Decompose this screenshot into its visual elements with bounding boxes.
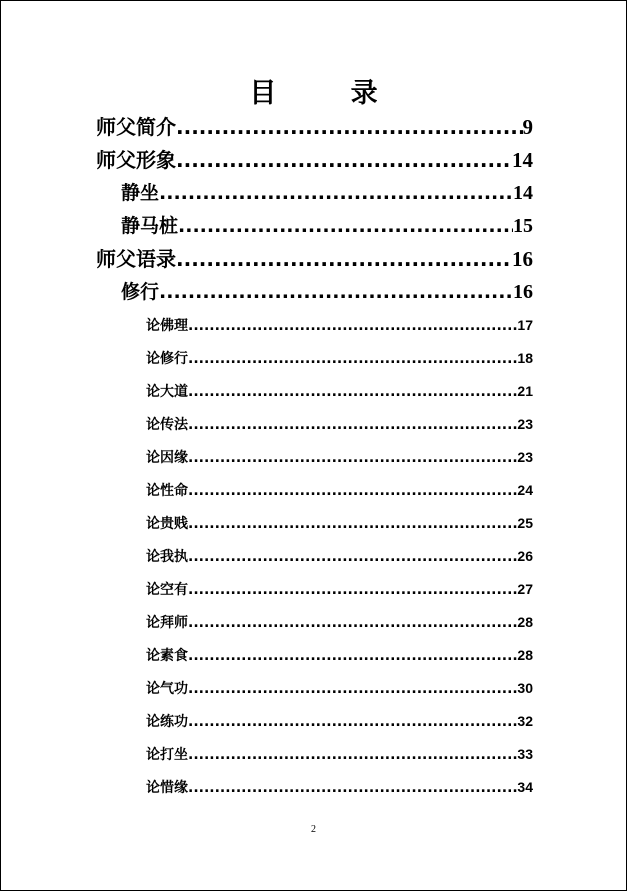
toc-entry[interactable] [146,606,533,640]
toc-entry-label: 师父语录 [96,247,176,271]
toc-entry-label: 论拜师 [146,615,188,631]
toc-entry[interactable] [146,507,533,541]
dot-leader [188,343,517,376]
dot-leader [188,607,517,640]
dot-leader [176,243,512,276]
toc-entry-label: 论打坐 [146,747,188,763]
toc-entry-page: 28 [517,614,533,630]
toc-entry-page: 14 [512,148,533,172]
toc-entry[interactable] [146,639,533,673]
dot-leader [159,177,513,210]
toc-entry[interactable] [146,540,533,574]
toc-entry[interactable] [96,111,533,144]
dot-leader [188,739,517,772]
toc-entry-page: 27 [517,581,533,597]
toc-entry-label: 师父简介 [96,115,176,139]
dot-leader [188,640,517,673]
dot-leader [178,210,513,243]
toc-entry-label: 论空有 [146,582,188,598]
toc-entry-label: 论惜缘 [146,780,188,796]
toc-entry[interactable] [121,210,533,243]
toc-entry[interactable] [146,342,533,376]
toc-entry-page: 24 [517,482,533,498]
dot-leader [188,409,517,442]
dot-leader [188,772,517,805]
dot-leader [188,376,517,409]
toc-entry[interactable] [121,276,533,309]
toc-entry-page: 28 [517,647,533,663]
toc-entry-label: 论传法 [146,417,188,433]
dot-leader [188,541,517,574]
toc-entry-page: 15 [513,215,533,237]
toc-entry-page: 16 [512,247,533,271]
toc-entry-label: 论修行 [146,351,188,367]
toc-entry-page: 21 [517,383,533,399]
toc-entry-page: 17 [517,317,533,333]
toc-entry-page: 9 [522,115,533,139]
toc-entry-page: 30 [517,680,533,696]
toc-entry[interactable] [96,243,533,276]
toc-entry-label: 静坐 [121,182,160,204]
toc-entry-page: 26 [517,548,533,564]
toc-entry-page: 23 [517,416,533,432]
toc-entry[interactable] [121,177,533,210]
toc-entry-label: 论气功 [146,681,188,697]
toc-entry-page: 16 [513,281,533,303]
toc-entry[interactable] [146,309,533,343]
toc-entry-page: 33 [517,746,533,762]
toc-entry-label: 论因缘 [146,450,188,466]
toc-entry[interactable] [146,441,533,475]
toc-entry[interactable] [146,771,533,805]
toc-title: 目 录 [249,78,410,109]
toc-entry[interactable] [146,375,533,409]
dot-leader [188,508,517,541]
toc-entry-page: 25 [517,515,533,531]
toc-entry[interactable] [146,672,533,706]
toc-entry-label: 论练功 [146,714,188,730]
dot-leader [188,442,517,475]
toc-entry-label: 修行 [121,281,160,303]
toc-entry-label: 论贵贱 [146,516,188,532]
toc-entry-label: 静马桩 [121,215,179,237]
toc-entry-label: 论我执 [146,549,188,565]
dot-leader [188,706,517,739]
toc-entry-page: 23 [517,449,533,465]
toc-entry[interactable] [146,705,533,739]
toc-entry[interactable] [146,474,533,508]
toc-entry-page: 18 [517,350,533,366]
toc-entry-page: 34 [517,779,533,795]
dot-leader [176,144,512,177]
dot-leader [188,673,517,706]
toc-entry[interactable] [96,144,533,177]
toc-entry-page: 32 [517,713,533,729]
dot-leader [188,475,517,508]
dot-leader [188,310,517,343]
dot-leader [188,574,517,607]
toc-entry-label: 师父形象 [96,148,176,172]
page-number: 2 [311,824,316,835]
toc-entry-label: 论性命 [146,483,188,499]
toc-entry-page: 14 [513,182,533,204]
dot-leader [159,276,513,309]
toc-entry-label: 论大道 [146,384,188,400]
toc-entry[interactable] [146,738,533,772]
toc-entry[interactable] [146,573,533,607]
toc-entry-label: 论佛理 [146,318,188,334]
toc-entry-label: 论素食 [146,648,188,664]
dot-leader [176,111,523,144]
toc-entry[interactable] [146,408,533,442]
